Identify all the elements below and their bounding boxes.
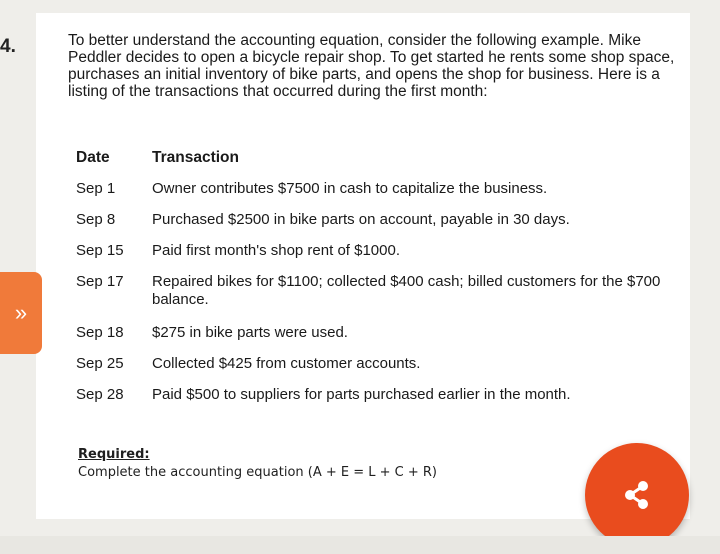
table-row [76,211,676,242]
table-row [76,324,676,355]
double-chevron-right-icon: » [14,300,28,325]
row-date: Sep 1 [76,180,116,197]
required-title: Required: [78,447,150,462]
bottom-strip [0,536,720,554]
row-date: Sep 28 [76,386,124,403]
row-date: Sep 15 [76,242,124,259]
question-card [36,13,690,519]
row-date: Sep 8 [76,211,116,228]
share-button[interactable] [585,443,689,547]
table-row [76,355,676,386]
share-icon [621,479,653,511]
row-transaction: Paid $500 to suppliers for parts purchased earlier in the month. [152,386,571,403]
transaction-column-header: Transaction [152,149,239,166]
row-transaction: Collected $425 from customer accounts. [152,355,421,372]
question-number: 4. [0,36,16,57]
table-row [76,180,676,211]
date-column-header: Date [76,149,110,166]
row-date: Sep 18 [76,324,124,341]
row-transaction: Purchased $2500 in bike parts on account, payable in 30 days. [152,211,570,228]
row-transaction: Paid first month's shop rent of $1000. [152,242,401,259]
row-date: Sep 25 [76,355,124,372]
table-row [76,386,676,417]
intro-paragraph: To better understand the accounting equation, consider the following example. Mike Peddler decides to open a bicycle repair shop. To get started he rents some shop space, purchases an initial inventory of bike parts, and opens the shop for business. Here is a listing of the transactions that occurred during the first month: [68,32,675,100]
table-row [76,273,676,324]
row-date: Sep 17 [76,273,124,290]
required-text: Complete the accounting equation (A + E = L + C + R) [78,465,437,480]
required-section [78,446,437,482]
table-header-row [76,149,676,180]
expand-sidebar-button[interactable] [0,272,42,354]
row-transaction: Repaired bikes for $1100; collected $400 cash; billed customers for the $700 balance. [152,273,661,308]
table-row [76,242,676,273]
row-transaction: $275 in bike parts were used. [152,324,348,341]
row-transaction: Owner contributes $7500 in cash to capitalize the business. [152,180,548,197]
transactions-table [76,149,676,417]
